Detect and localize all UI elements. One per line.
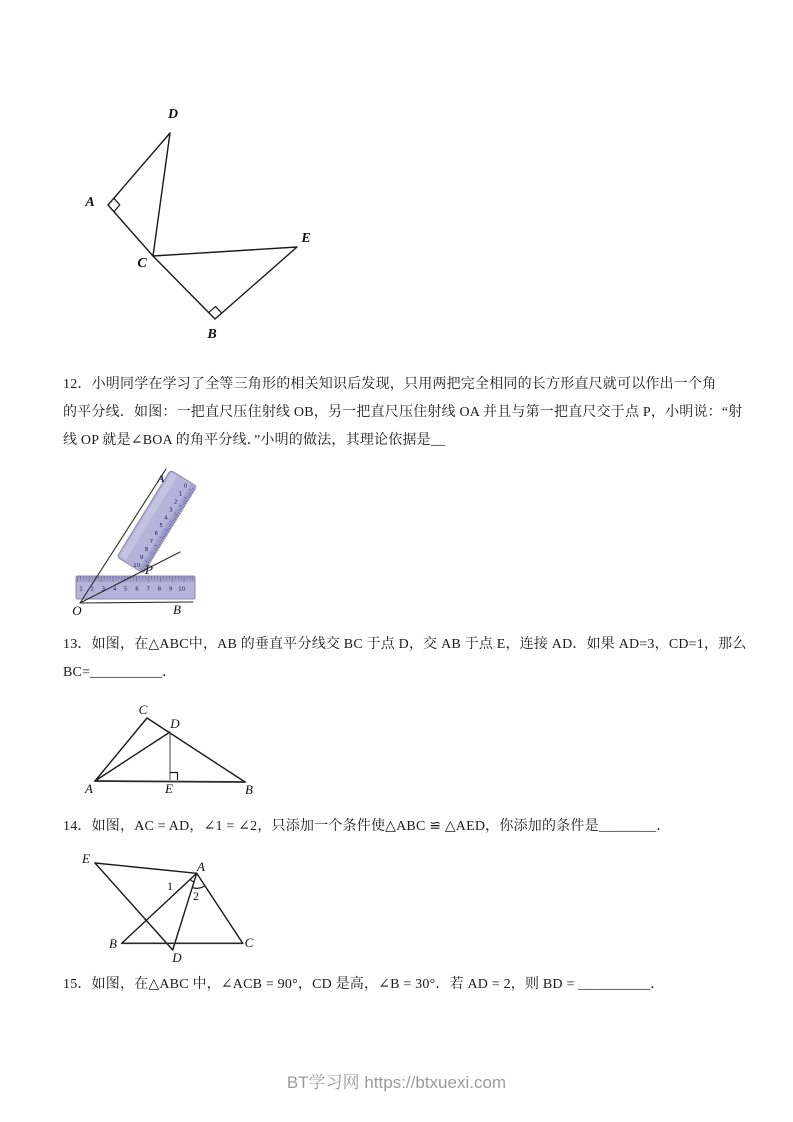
h-ruler-number: 2: [90, 586, 94, 593]
d-ruler-number: 1: [178, 491, 183, 498]
h-ruler-number: 7: [146, 586, 150, 593]
problem-12-line-2: 的平分线．如图：一把直尺压住射线 OB，另一把直尺压住射线 OA 并且与第一把直尺交于点 P，小明说：“射: [63, 405, 743, 420]
h-ruler-number: 8: [157, 586, 162, 593]
d-ruler-number: 6: [154, 531, 159, 538]
problem-15-text: 15．如图，在△ABC 中，∠ACB = 90°，CD 是高，∠B = 30°．若 AD = 2，则 BD = __________．: [63, 977, 665, 992]
right-angle-mark-A: [114, 198, 120, 212]
point-label-A: A: [197, 859, 205, 874]
problem-12-line-3: 线 OP 就是∠BOA 的角平分线．”小明的做法，其理论依据是__: [63, 433, 446, 448]
h-ruler-number: 1: [79, 586, 83, 593]
point-label-A: A: [157, 473, 165, 485]
site-footer: BT学习网 https://btxuexi.com: [286, 1073, 507, 1092]
angle-label-1: 1: [167, 879, 173, 893]
point-label-B: B: [173, 602, 181, 617]
diagonal-ruler: [116, 470, 197, 574]
point-label-C: C: [244, 935, 254, 950]
angle-2-arc: [192, 886, 205, 888]
point-label-E: E: [301, 231, 311, 246]
problem-13-line-2: BC=__________．: [63, 665, 177, 680]
segment-AD: [95, 732, 170, 781]
triangle-ACD: [108, 133, 170, 256]
angle-label-2: 2: [193, 889, 199, 903]
h-ruler-number: 4: [112, 586, 117, 593]
edge-AC: [197, 873, 243, 943]
edge-AC: [95, 718, 147, 781]
point-label-E: E: [82, 851, 90, 866]
right-angle-mark-B: [209, 307, 222, 314]
point-label-A: A: [85, 781, 93, 796]
h-ruler-number: 6: [135, 586, 139, 593]
right-angle-mark-E: [170, 773, 178, 781]
h-ruler-number: 10: [178, 586, 186, 593]
d-ruler-number: 3: [169, 507, 173, 514]
point-label-B: B: [109, 936, 117, 951]
d-ruler-number: 0: [183, 483, 188, 490]
point-label-A: A: [85, 195, 95, 210]
angle-1-arc: [190, 879, 194, 882]
figure-perpendicular-bisector: [75, 700, 265, 800]
d-ruler-number: 2: [174, 499, 178, 506]
point-label-B: B: [207, 327, 217, 342]
h-ruler-number: 9: [168, 586, 173, 593]
problem-12-line-1: 12．小明同学在学习了全等三角形的相关知识后发现，只用两把完全相同的长方形直尺就可以作出一个角: [63, 377, 717, 392]
d-ruler-number: 9: [139, 554, 144, 561]
d-ruler-number: 5: [159, 523, 163, 530]
h-ruler-number: 3: [101, 586, 106, 593]
point-label-O: O: [72, 603, 82, 618]
figure-congruent-triangles: [75, 850, 265, 970]
d-ruler-number: 8: [144, 546, 149, 553]
point-label-D: D: [167, 107, 179, 122]
point-label-P: P: [145, 562, 153, 577]
d-ruler-number: 7: [149, 539, 154, 546]
d-ruler-number: 10: [133, 562, 141, 569]
point-label-D: D: [172, 950, 182, 965]
problem-13-line-1: 13．如图，在△ABC中，AB 的垂直平分线交 BC 于点 D，交 AB 于点 E，连接 AD．如果 AD=3，CD=1，那么: [63, 637, 747, 652]
problem-14-text: 14．如图，AC = AD，∠1 = ∠2，只添加一个条件使△ABC ≌ △AED，你添加的条件是________．: [63, 819, 671, 834]
figure-two-right-triangles: [60, 100, 330, 350]
triangle-CEB: [153, 247, 297, 319]
point-label-D: D: [170, 716, 180, 731]
figure-rulers-angle-bisector: [60, 455, 220, 623]
point-label-B: B: [245, 782, 253, 797]
d-ruler-number: 4: [164, 515, 168, 522]
edge-CB: [147, 718, 245, 782]
point-label-C: C: [138, 702, 148, 717]
edge-EA: [95, 863, 197, 873]
point-label-E: E: [165, 781, 173, 796]
point-label-C: C: [137, 256, 147, 271]
h-ruler-number: 5: [124, 586, 128, 593]
